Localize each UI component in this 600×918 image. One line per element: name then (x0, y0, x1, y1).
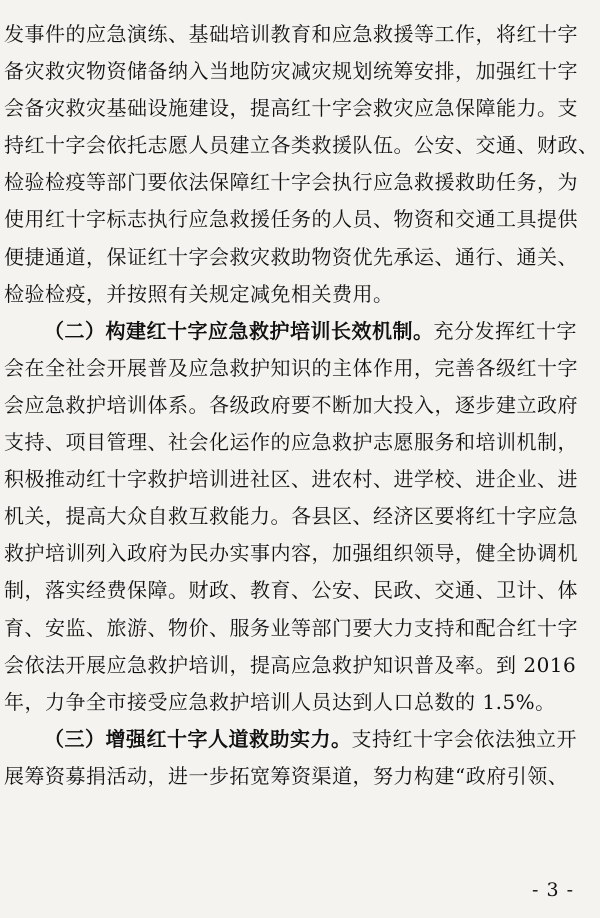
text-line: 会依法开展应急救护培训，提高应急救护知识普及率。到 2016 (4, 652, 577, 677)
text-line: 发事件的应急演练、基础培训教育和应急救援等工作，将红十字 (4, 22, 578, 46)
text-line: 便捷通道，保证红十字会救灾救助物资优先承运、通行、通关、 (4, 244, 578, 269)
section-two-paragraph (4, 313, 578, 721)
text-line: 会应急救护培训体系。各级政府要不断加大投入，逐步建立政府 (4, 392, 578, 417)
section-heading: （二）构建红十字应急救护培训长效机制。 (44, 318, 434, 343)
text-line: 备灾救灾物资储备纳入当地防灾减灾规划统筹安排，加强红十字 (4, 59, 578, 84)
paragraph-continued (4, 16, 599, 313)
section-heading: （三）增强红十字人道救助实力。 (44, 726, 352, 751)
section-three-paragraph (4, 721, 577, 795)
text-line: 展筹资募捐活动，进一步拓宽筹资渠道，努力构建“政府引领、 (4, 763, 569, 788)
text-run: 充分发挥红十字 (433, 318, 577, 343)
text-line: 持红十字会依托志愿人员建立各类救援队伍。公安、交通、财政、 (4, 133, 599, 158)
page-number: - 3 - (532, 879, 575, 901)
text-line: 年，力争全市接受应急救护培训人员达到人口总数的 1.5%。 (4, 689, 556, 714)
text-line: 会备灾救灾基础设施建设，提高红十字会救灾应急保障能力。支 (4, 96, 578, 121)
text-line-first (4, 313, 577, 350)
text-line: 机关，提高大众自救互救能力。各县区、经济区要将红十字应急 (4, 504, 578, 529)
text-line: 检验检疫等部门要依法保障红十字会执行应急救援救助任务，为 (4, 170, 578, 195)
text-line: 会在全社会开展普及应急救护知识的主体作用，完善各级红十字 (4, 355, 578, 380)
text-line: 救护培训列入政府为民办实事内容，加强组织领导，健全协调机 (4, 541, 578, 566)
text-line: 积极推动红十字救护培训进社区、进农村、进学校、进企业、进 (4, 467, 578, 492)
text-line: 支持、项目管理、社会化运作的应急救护志愿服务和培训机制， (4, 430, 578, 455)
text-line: 制，落实经费保障。财政、教育、公安、民政、交通、卫计、体 (4, 578, 578, 603)
text-line-first (4, 721, 577, 758)
text-run: 支持红十字会依法独立开 (351, 726, 577, 751)
text-line: 育、安监、旅游、物价、服务业等部门要大力支持和配合红十字 (4, 615, 578, 640)
text-line: 检验检疫，并按照有关规定减免相关费用。 (4, 281, 394, 306)
text-line: 使用红十字标志执行应急救援任务的人员、物资和交通工具提供 (4, 207, 578, 232)
